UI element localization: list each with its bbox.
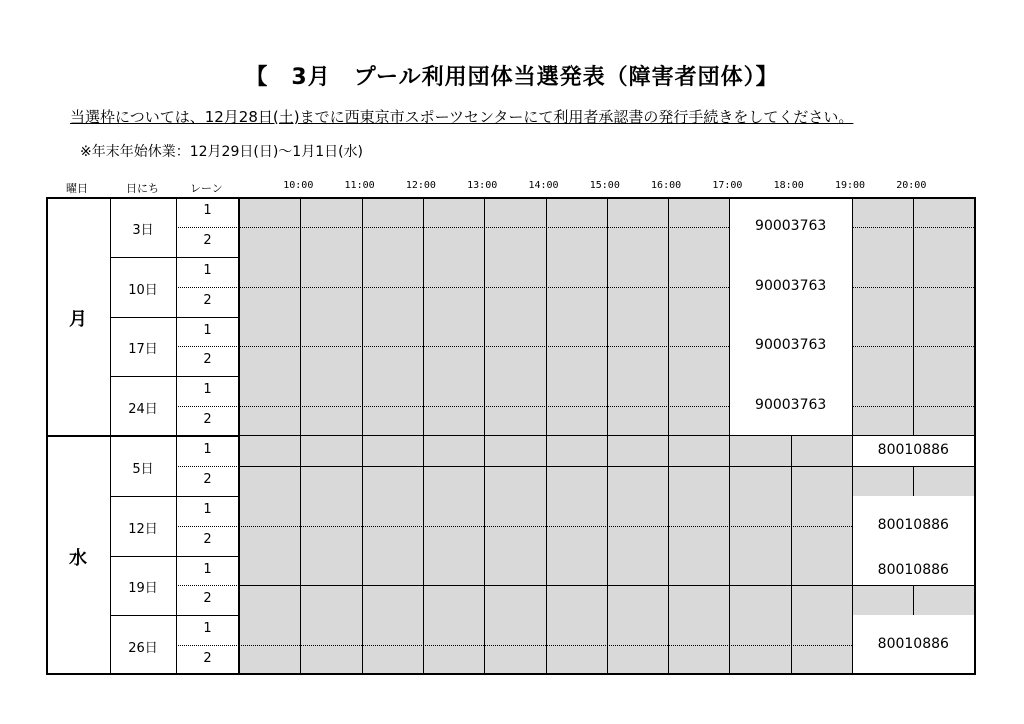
lane-label: 2 [203,651,212,667]
date-label: 12日 [128,521,158,537]
date-label: 17日 [128,342,158,358]
lane-label: 2 [203,412,212,428]
lane-label: 1 [203,621,212,637]
lane-label: 1 [203,322,212,338]
booking-group-id: 90003763 [755,217,827,234]
lane-label: 2 [203,591,212,607]
notice-text: 当選枠については、12月28日(土)までに西東京市スポーツセンターにて利用者承認書の発行手続きをしてください。 [70,108,854,126]
time-label: 13:00 [467,180,498,191]
page-title: 【 3月 プール利用団体当選発表（障害者団体）】 [245,65,779,90]
lane-separator [239,227,729,228]
lane-label: 2 [203,471,212,487]
lane-label: 1 [203,262,212,278]
column-divider [176,197,177,675]
booking-group-id: 80010886 [877,636,949,653]
booking-group-id: 90003763 [755,277,827,294]
slot-divider [913,466,914,496]
lane-separator [176,346,239,347]
column-divider [110,197,111,675]
lane-label: 2 [203,292,212,308]
lane-label: 2 [203,352,212,368]
header-lane: レーン [190,182,223,195]
lane-label: 1 [203,442,212,457]
booking-group-id: 80010886 [877,442,949,458]
holiday-note: ※年末年始休業：12月29日(日)～1月1日(水) [80,144,364,160]
lane-separator [176,406,239,407]
booking-group-id: 90003763 [755,397,827,414]
time-label: 15:00 [589,180,620,191]
time-label: 11:00 [344,180,375,191]
lane-separator [176,466,239,467]
date-label: 19日 [128,581,158,597]
lane-label: 1 [203,501,212,517]
lane-separator [176,287,239,288]
column-divider [238,197,240,675]
date-label: 24日 [128,402,158,418]
lane-separator [239,645,852,646]
time-label: 16:00 [651,180,682,191]
lane-separator [176,645,239,646]
lane-separator [176,227,239,228]
slot-divider [913,585,914,615]
lane-separator [852,227,976,228]
lane-label: 1 [203,203,212,218]
booking-group-id: 80010886 [877,516,949,533]
lane-separator [852,406,976,407]
time-label: 20:00 [896,180,927,191]
lane-label: 2 [203,232,212,248]
date-label: 5日 [132,461,154,477]
weekday-label: 水 [69,547,87,569]
lane-separator [239,585,976,586]
time-label: 18:00 [773,180,804,191]
lane-separator [852,346,976,347]
booking-group-id: 80010886 [877,561,949,578]
header-date: 日にち [126,182,159,195]
date-label: 10日 [128,282,158,298]
time-label: 12:00 [405,180,436,191]
lane-separator [239,346,729,347]
time-label: 14:00 [528,180,559,191]
lane-separator [239,526,852,527]
lane-label: 2 [203,531,212,547]
lane-separator [176,526,239,527]
header-weekday: 曜日 [66,182,88,195]
booking-group-id: 90003763 [755,337,827,354]
time-label: 19:00 [834,180,866,191]
time-label: 10:00 [283,180,314,191]
lane-label: 1 [203,382,212,398]
lane-separator [239,287,729,288]
time-label: 17:00 [712,180,743,191]
date-label: 26日 [128,641,158,657]
date-label: 3日 [132,222,154,238]
lane-separator [176,585,239,586]
lane-separator [852,287,976,288]
weekday-label: 月 [69,308,87,330]
lane-label: 1 [203,561,212,577]
lane-separator [239,466,976,467]
lane-separator [239,406,729,407]
